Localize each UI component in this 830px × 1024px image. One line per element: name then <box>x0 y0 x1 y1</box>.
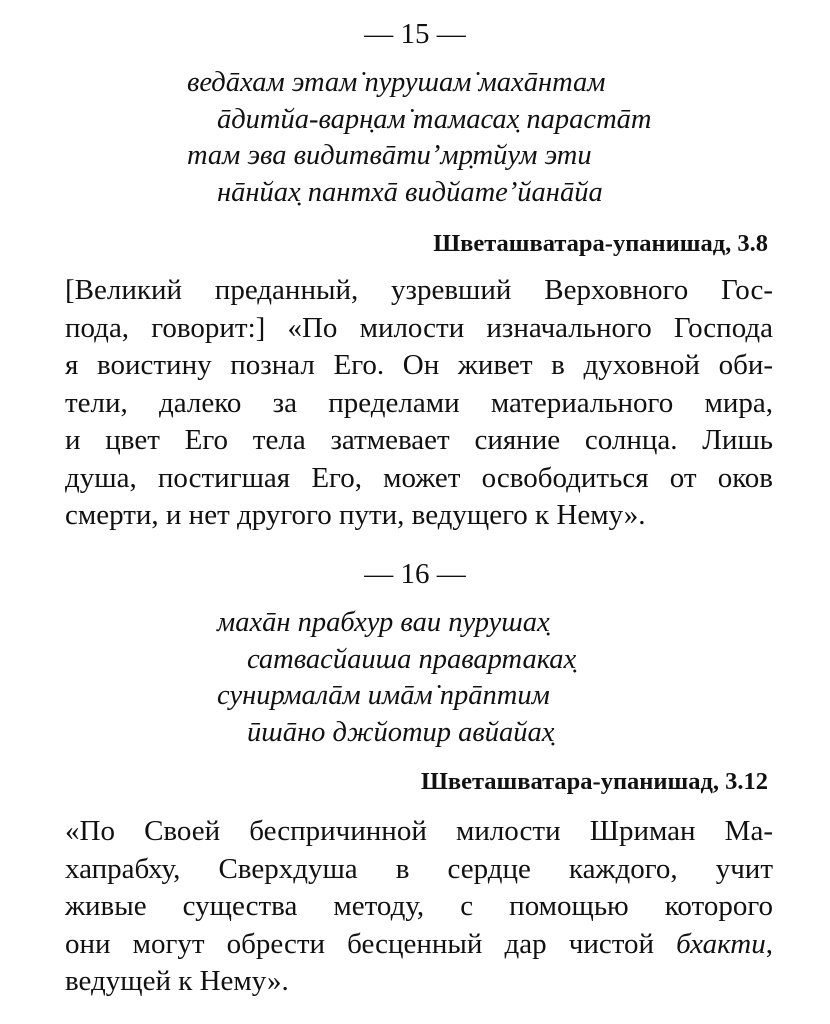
verse-line: ведāхам этам̇ пурушам̇ махāнтам <box>187 67 606 98</box>
translation-comma: , <box>765 927 773 960</box>
translation-line: [Великий преданный, узревший Верховного Гос- <box>65 274 773 306</box>
translation-line: «По Своей беспричинной милости Шриман Ма- <box>65 815 773 847</box>
translation-line: я воистину познал Его. Он живет в духовной оби- <box>65 349 773 381</box>
italic-term-bhakti: бхакти <box>676 927 766 960</box>
translation-line: живые существа методу, с помощью которого <box>65 890 773 922</box>
verse-number-16: — 16 — <box>364 558 466 590</box>
translation-line: хапрабху, Сверхдуша в сердце каждого, учит <box>65 852 773 885</box>
translation-line: смерти, и нет другого пути, ведущего к Нему». <box>65 499 646 531</box>
verse-number-15: — 15 — <box>364 18 466 50</box>
verse-line: сунирмалāм имāм̇ прāптим <box>217 680 550 711</box>
verse-15-translation <box>65 272 773 535</box>
verse-line: нāнйах̣ пантхā видйате’йанāйа <box>217 176 603 208</box>
verse-16-translation <box>65 813 773 1001</box>
translation-line: душа, постигшая Его, может освободиться от оков <box>65 461 773 494</box>
translation-line: и цвет Его тела затмевает сияние солнца. Лишь <box>65 424 773 456</box>
verse-16-source: Шветашватара-упанишад, 3.12 <box>420 768 768 795</box>
translation-text: они могут обрести бесценный дар чистой <box>65 927 677 960</box>
translation-line-with-italic <box>65 926 773 964</box>
verse-15-source: Шветашватара-упанишад, 3.8 <box>433 230 768 257</box>
translation-line: пода, говорит:] «По милости изначального Господа <box>65 311 773 344</box>
verse-line: сатвасйаиша правартаках̣ <box>247 643 577 675</box>
verse-line: ӣшāно джйотир авйайах̣ <box>247 716 555 748</box>
verse-line: там эва видитвāти’мр̣тйум эти <box>187 140 592 171</box>
verse-16-transliteration <box>217 605 576 751</box>
verse-line: махāн прабхур ваи пурушах̣ <box>217 607 550 638</box>
verse-15-transliteration <box>187 65 652 211</box>
translation-line: тели, далеко за пределами материального мира, <box>65 386 773 419</box>
verse-line: āдитйа-варн̣ам̇ тамасах̣ парастāт <box>217 103 652 135</box>
translation-line: ведущей к Нему». <box>65 965 289 997</box>
